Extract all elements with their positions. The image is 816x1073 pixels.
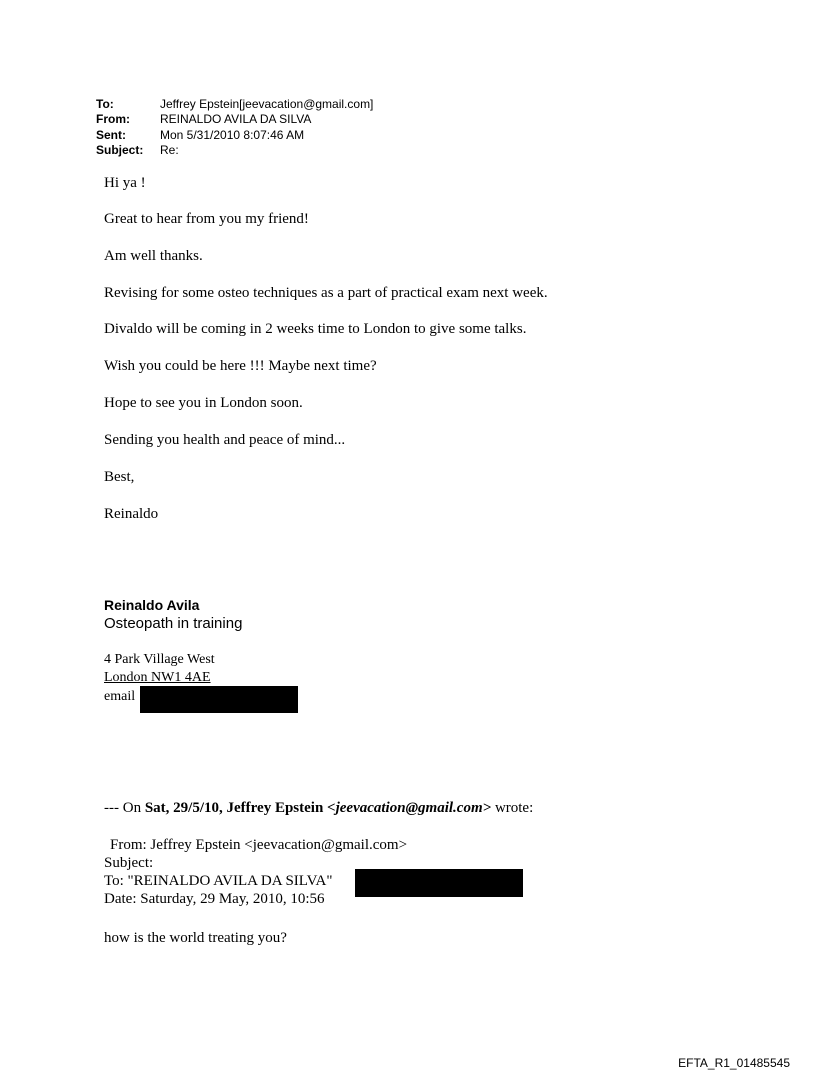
quote-message: how is the world treating you?	[104, 930, 287, 946]
signature-title: Osteopath in training	[104, 615, 243, 632]
quote-to-line: To: "REINALDO AVILA DA SILVA"	[104, 873, 333, 889]
quote-intro-prefix: --- On	[104, 800, 145, 816]
body-line: Sending you health and peace of mind...	[104, 432, 346, 448]
body-line: Divaldo will be coming in 2 weeks time to London to give some talks.	[104, 321, 527, 337]
subject-value: Re:	[160, 143, 179, 157]
address-line: London NW1 4AE	[104, 670, 211, 685]
body-line: Am well thanks.	[104, 248, 203, 264]
address-line: 4 Park Village West	[104, 652, 215, 667]
document-id: EFTA_R1_01485545	[678, 1056, 790, 1070]
from-value: REINALDO AVILA DA SILVA	[160, 112, 312, 126]
body-line: Reinaldo	[104, 506, 159, 522]
quote-intro	[104, 800, 533, 817]
redaction-box	[355, 869, 523, 897]
sent-label: Sent:	[96, 128, 126, 142]
signature-name: Reinaldo Avila	[104, 597, 200, 613]
to-value: Jeffrey Epstein[jeevacation@gmail.com]	[160, 97, 374, 111]
body-line: Revising for some osteo techniques as a part of practical exam next week.	[104, 285, 548, 301]
to-label: To:	[96, 97, 114, 111]
email-label: email	[104, 689, 136, 704]
redaction-box	[140, 686, 298, 713]
body-line: Hope to see you in London soon.	[104, 395, 303, 411]
quote-intro-suffix: wrote:	[491, 800, 534, 816]
body-line: Hi ya !	[104, 175, 146, 191]
quote-intro-date-sender: Sat, 29/5/10, Jeffrey Epstein	[144, 800, 328, 816]
body-line: Great to hear from you my friend!	[104, 211, 309, 227]
quote-intro-email: <jeevacation@gmail.com>	[327, 800, 492, 816]
sent-value: Mon 5/31/2010 8:07:46 AM	[160, 128, 305, 142]
quote-date-line: Date: Saturday, 29 May, 2010, 10:56	[104, 891, 325, 907]
body-line: Best,	[104, 469, 135, 485]
quote-from-line: From: Jeffrey Epstein <jeevacation@gmail.com>	[110, 837, 408, 853]
from-label: From:	[96, 112, 130, 126]
body-line: Wish you could be here !!! Maybe next time?	[104, 358, 377, 374]
subject-label: Subject:	[96, 143, 144, 157]
quote-subject-line: Subject:	[104, 855, 154, 871]
